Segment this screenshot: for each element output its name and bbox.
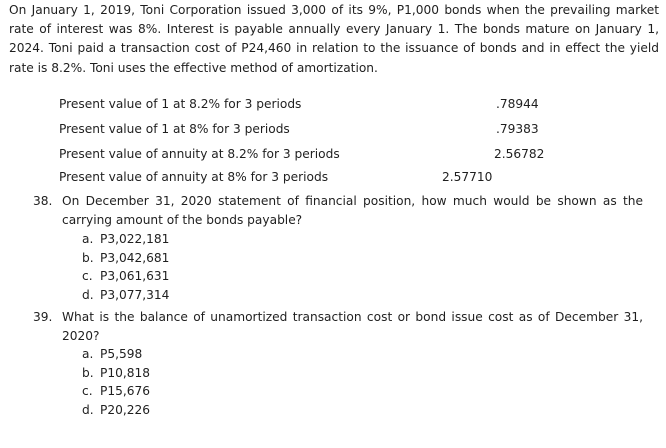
- choice-letter: c.: [82, 269, 93, 284]
- choice-text: P15,676: [100, 384, 150, 399]
- problem-intro: On January 1, 2019, Toni Corporation issued 3,000 of its 9%, P1,000 bonds when the prevailing market rate of interest was 8%. Interest is payable annually every January 1. The bonds mature on January 1, 2024. Toni paid a transaction cost of P24,460 in relation to the issuance of bonds and in effect the yield rate is 8.2%. Toni uses the effective method of amortization.: [9, 3, 659, 75]
- choice-list: [82, 345, 150, 419]
- question-text: On December 31, 2020 statement of financial position, how much would be shown as the carrying amount of the bonds payable?: [62, 194, 643, 227]
- pv-factor-label: Present value of annuity at 8% for 3 periods: [59, 170, 329, 184]
- question-39: [33, 308, 643, 345]
- choice-letter: a.: [82, 232, 94, 246]
- choice-item: [82, 401, 150, 420]
- pv-factor-value: .79383: [496, 122, 539, 136]
- pv-factor-label: Present value of 1 at 8% for 3 periods: [59, 122, 290, 136]
- choice-item: [82, 249, 169, 268]
- choice-text: P3,022,181: [100, 232, 170, 246]
- choice-letter: c.: [82, 384, 93, 399]
- pv-factor-label: Present value of annuity at 8.2% for 3 periods: [59, 147, 340, 161]
- choice-text: P10,818: [100, 365, 150, 380]
- pv-factor-label: Present value of 1 at 8.2% for 3 periods: [59, 97, 302, 111]
- choice-letter: a.: [82, 347, 94, 361]
- choice-item: [82, 286, 169, 305]
- choice-list: [82, 230, 169, 304]
- question-number: 39.: [33, 310, 53, 324]
- pv-factor-value: 2.57710: [442, 170, 493, 184]
- choice-item: [82, 382, 150, 401]
- choice-letter: b.: [82, 365, 94, 380]
- pv-factor-value: 2.56782: [494, 147, 545, 161]
- choice-text: P3,077,314: [100, 287, 170, 302]
- question-text: What is the balance of unamortized transaction cost or bond issue cost as of December 31, 2020?: [62, 310, 643, 343]
- choice-item: [82, 345, 150, 364]
- choice-item: [82, 267, 169, 286]
- choice-text: P5,598: [100, 347, 143, 361]
- question-number: 38.: [33, 194, 53, 208]
- choice-item: [82, 230, 169, 249]
- pv-factor-value: .78944: [496, 97, 539, 111]
- choice-letter: d.: [82, 402, 94, 417]
- choice-item: [82, 364, 150, 383]
- choice-text: P3,061,631: [100, 269, 170, 284]
- choice-text: P20,226: [100, 402, 150, 417]
- choice-text: P3,042,681: [100, 250, 170, 265]
- choice-letter: b.: [82, 250, 94, 265]
- choice-letter: d.: [82, 287, 94, 302]
- question-38: [33, 192, 643, 229]
